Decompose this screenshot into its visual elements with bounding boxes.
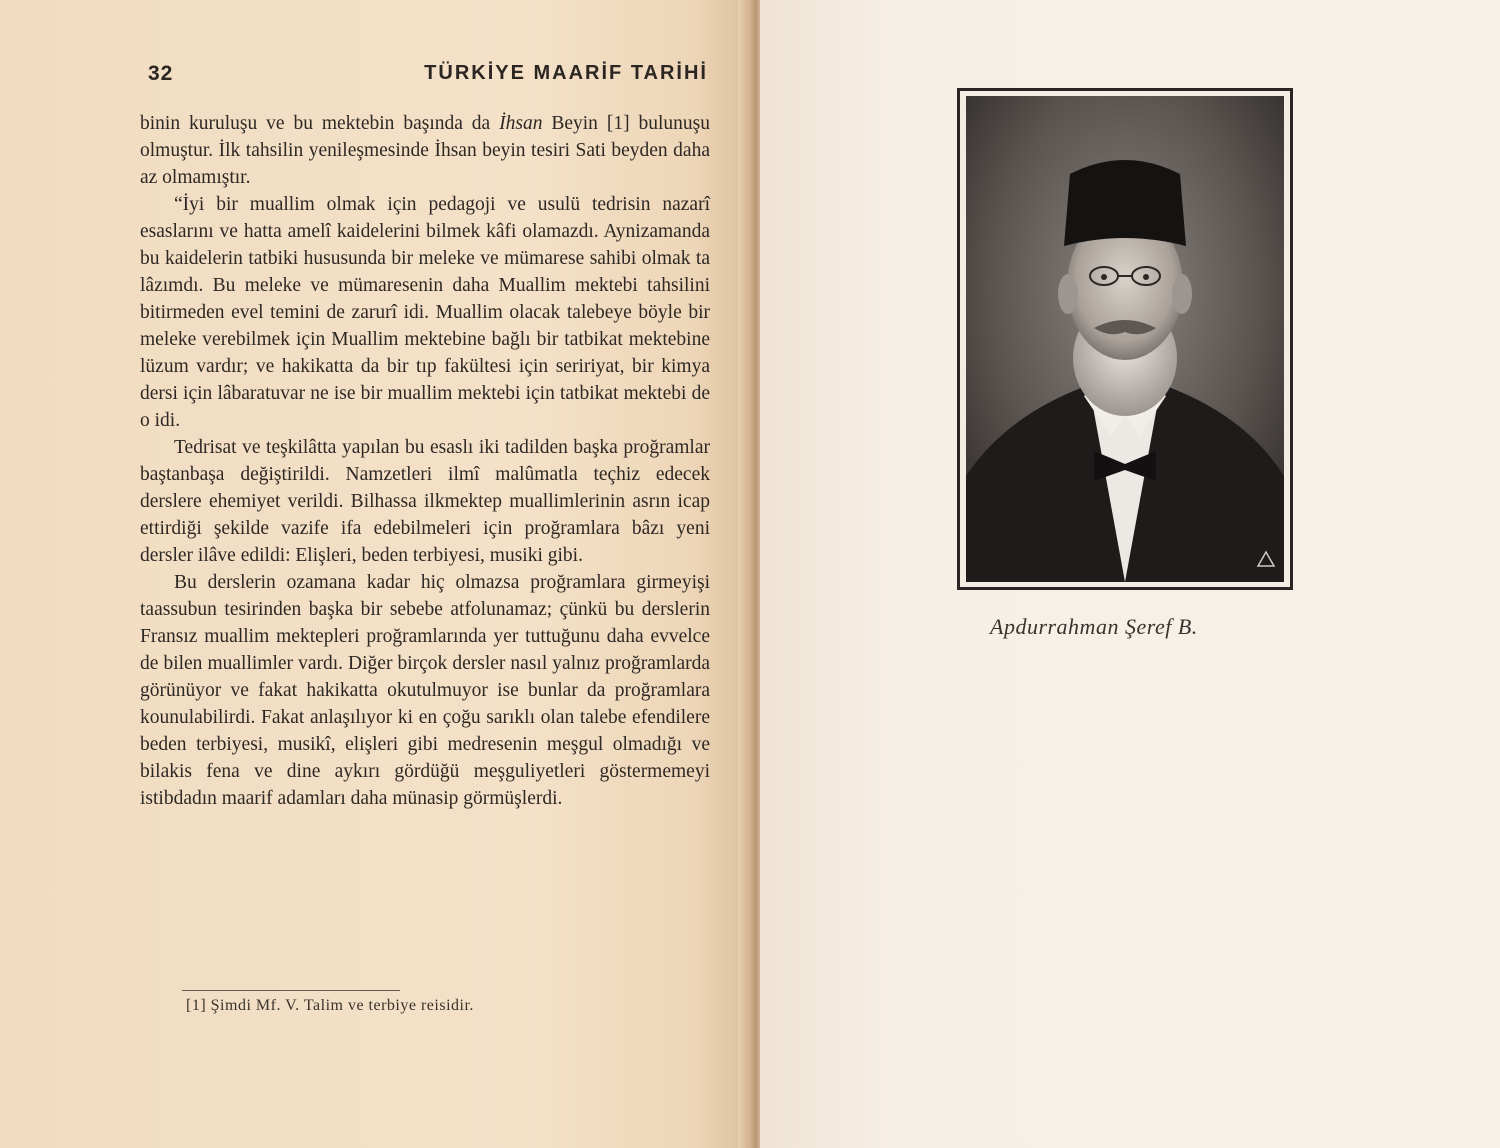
portrait-caption: Apdurrahman Şeref B. <box>990 614 1198 639</box>
page-number: 32 <box>148 62 174 85</box>
paragraph: “İyi bir muallim olmak için pedagoji ve usulü tedrisin nazarî esaslarını ve hatta amelî kaidelerini bilmek kâfi olamazdı. Aynizamanda bu kaidelerin tatbiki hususunda bir meleke ve mümarese sahibi olmak ta lâzımdı. Bu meleke ve mümaresenin daha Muallim mektebi tahsilini bitirmeden evel temini de zarurî idi. Muallim olacak talebeye böyle bir meleke verebilmek için Muallim mektebine bağlı bir tatbikat mektebine lüzum vardır; ve hakikatta da bir tıp fakültesi için seririyat, bir kimya dersi için lâbaratuvar ne ise bir muallim mektebi için tatbikat mektebi de o idi. <box>140 194 710 431</box>
portrait-illustration <box>966 96 1284 582</box>
footnote: [1] Şimdi Mf. V. Talim ve terbiye reisidir. <box>186 997 474 1014</box>
paragraph: Tedrisat ve teşkilâtta yapılan bu esaslı iki tadilden başka proğramlar baştanbaşa değiştirildi. Namzetleri ilmî malûmatla teçhiz edecek derslere ehemiyet verildi. Bilhassa ilkmektep muallimlerinin asrın icap ettirdiği şekilde vazife ifa edebilmeleri için proğramlara bâzı yeni dersler ilâve edildi: Elişleri, beden terbiyesi, musiki gibi. <box>140 437 710 566</box>
paragraph: Bu derslerin ozamana kadar hiç olmazsa proğramlara girmeyişi taassubun tesirinden başka bir sebebe atfolunamaz; çünkü bu derslerin Fransız muallim mektepleri proğramlarında yer tuttuğunu daha evvelce de bilen muallimler vardı. Diğer birçok dersler nasıl yalnız proğramlarda görünüyor ve fakat hakikatta okutulmuyor ise bunlar da proğramlara kounulabilirdi. Fakat anlaşılıyor ki en çoğu sarıklı olan talebe efendilere beden terbiyesi, musikî, elişleri gibi medresenin meşgul olmadığı ve bilakis fena ve dine aykırı gördüğü meşguliyetleri göstermemeyi istibdadın maarif adamları daha münasip görmüşlerdi. <box>140 572 710 809</box>
running-title: TÜRKİYE MAARİF TARİHİ <box>424 62 708 84</box>
emphasis-name: İhsan <box>499 113 543 134</box>
paragraph: binin kuruluşu ve bu mektebin başında da İhsan Beyin [1] bulunuşu olmuştur. İlk tahsilin yenileşmesinde İhsan beyin tesiri Sati beyden daha az olmamıştır. <box>140 113 710 188</box>
portrait-frame <box>957 88 1293 590</box>
running-head <box>140 60 708 90</box>
portrait-photo <box>966 96 1284 582</box>
body-text <box>140 110 710 812</box>
footnote-rule <box>182 990 400 991</box>
